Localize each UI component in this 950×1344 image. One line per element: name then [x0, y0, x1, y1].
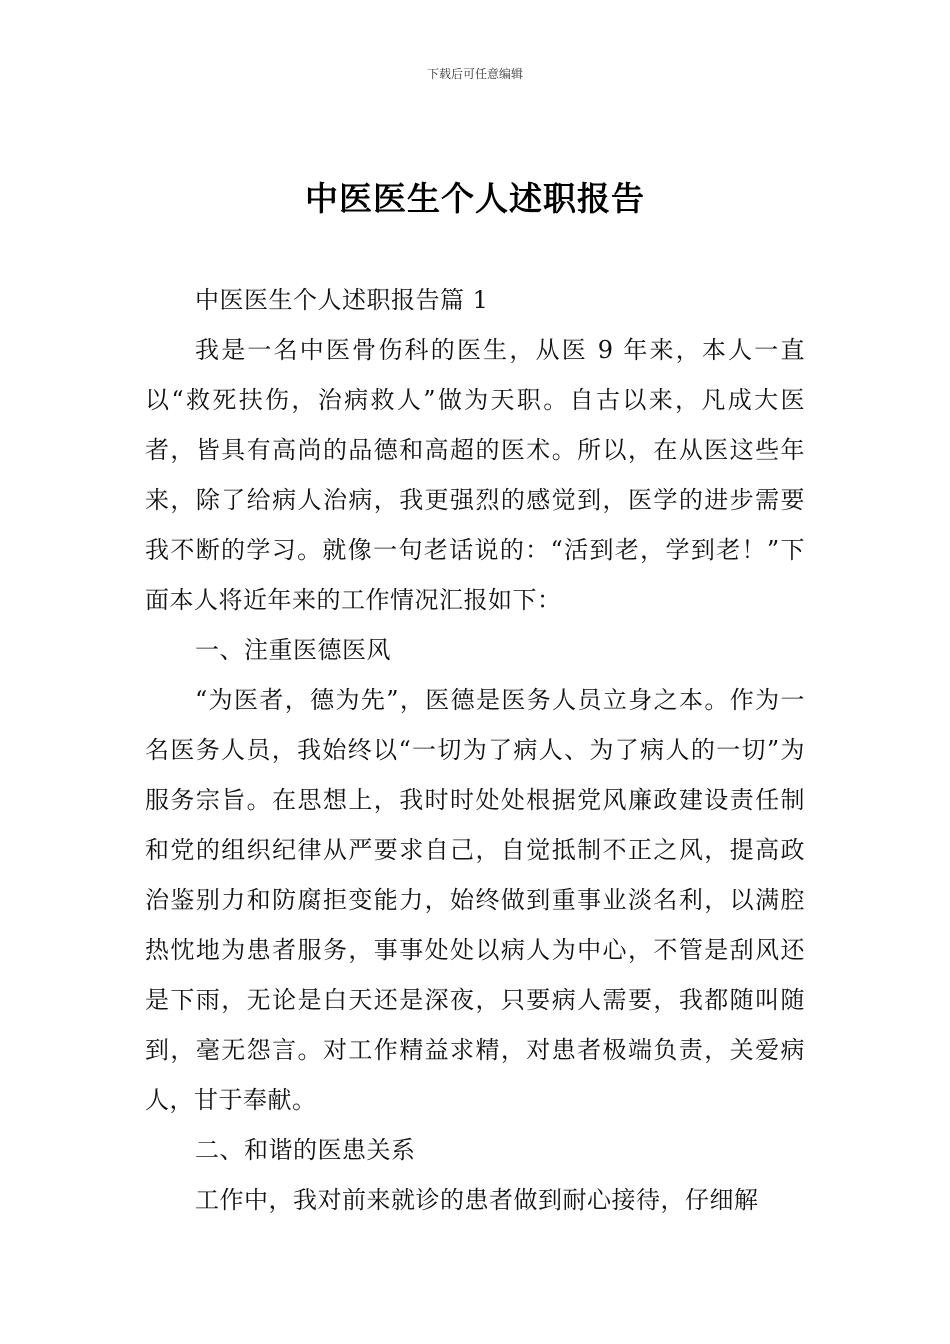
paragraph-intro: 我是一名中医骨伤科的医生，从医 9 年来，本人一直以“救死扶伤，治病救人”做为天职。自古以来，凡成大医者，皆具有高尚的品德和高超的医术。所以，在从医这些年来，除了给病人治病，我更强烈的感觉到，医学的进步需要我不断的学习。就像一句老话说的：“活到老，学到老！”下面本人将近年来的工作情况汇报如下： [145, 336, 805, 614]
document-title: 中医医生个人述职报告 [305, 179, 645, 218]
section-heading-medical-ethics: 一、注重医德医风 [195, 636, 391, 664]
report-subtitle: 中医医生个人述职报告篇 1 [195, 286, 489, 314]
section-heading-doctor-patient-relations: 二、和谐的医患关系 [195, 1136, 416, 1164]
paragraph-medical-ethics: “为医者，德为先”，医德是医务人员立身之本。作为一名医务人员，我始终以“一切为了病人、为了病人的一切”为服务宗旨。在思想上，我时时处处根据党风廉政建设责任制和党的组织纪律从严要求自己，自觉抵制不正之风，提高政治鉴别力和防腐拒变能力，始终做到重事业淡名利，以满腔热忱地为患者服务，事事处处以病人为中心，不管是刮风还是下雨，无论是白天还是深夜，只要病人需要，我都随叫随到，毫无怨言。对工作精益求精，对患者极端负责，关爱病人，甘于奉献。 [145, 686, 805, 1114]
document-body [145, 275, 805, 1225]
paragraph-doctor-patient-relations: 工作中，我对前来就诊的患者做到耐心接待，仔细解 [195, 1186, 759, 1214]
header-note: 下载后可任意编辑 [426, 67, 523, 81]
